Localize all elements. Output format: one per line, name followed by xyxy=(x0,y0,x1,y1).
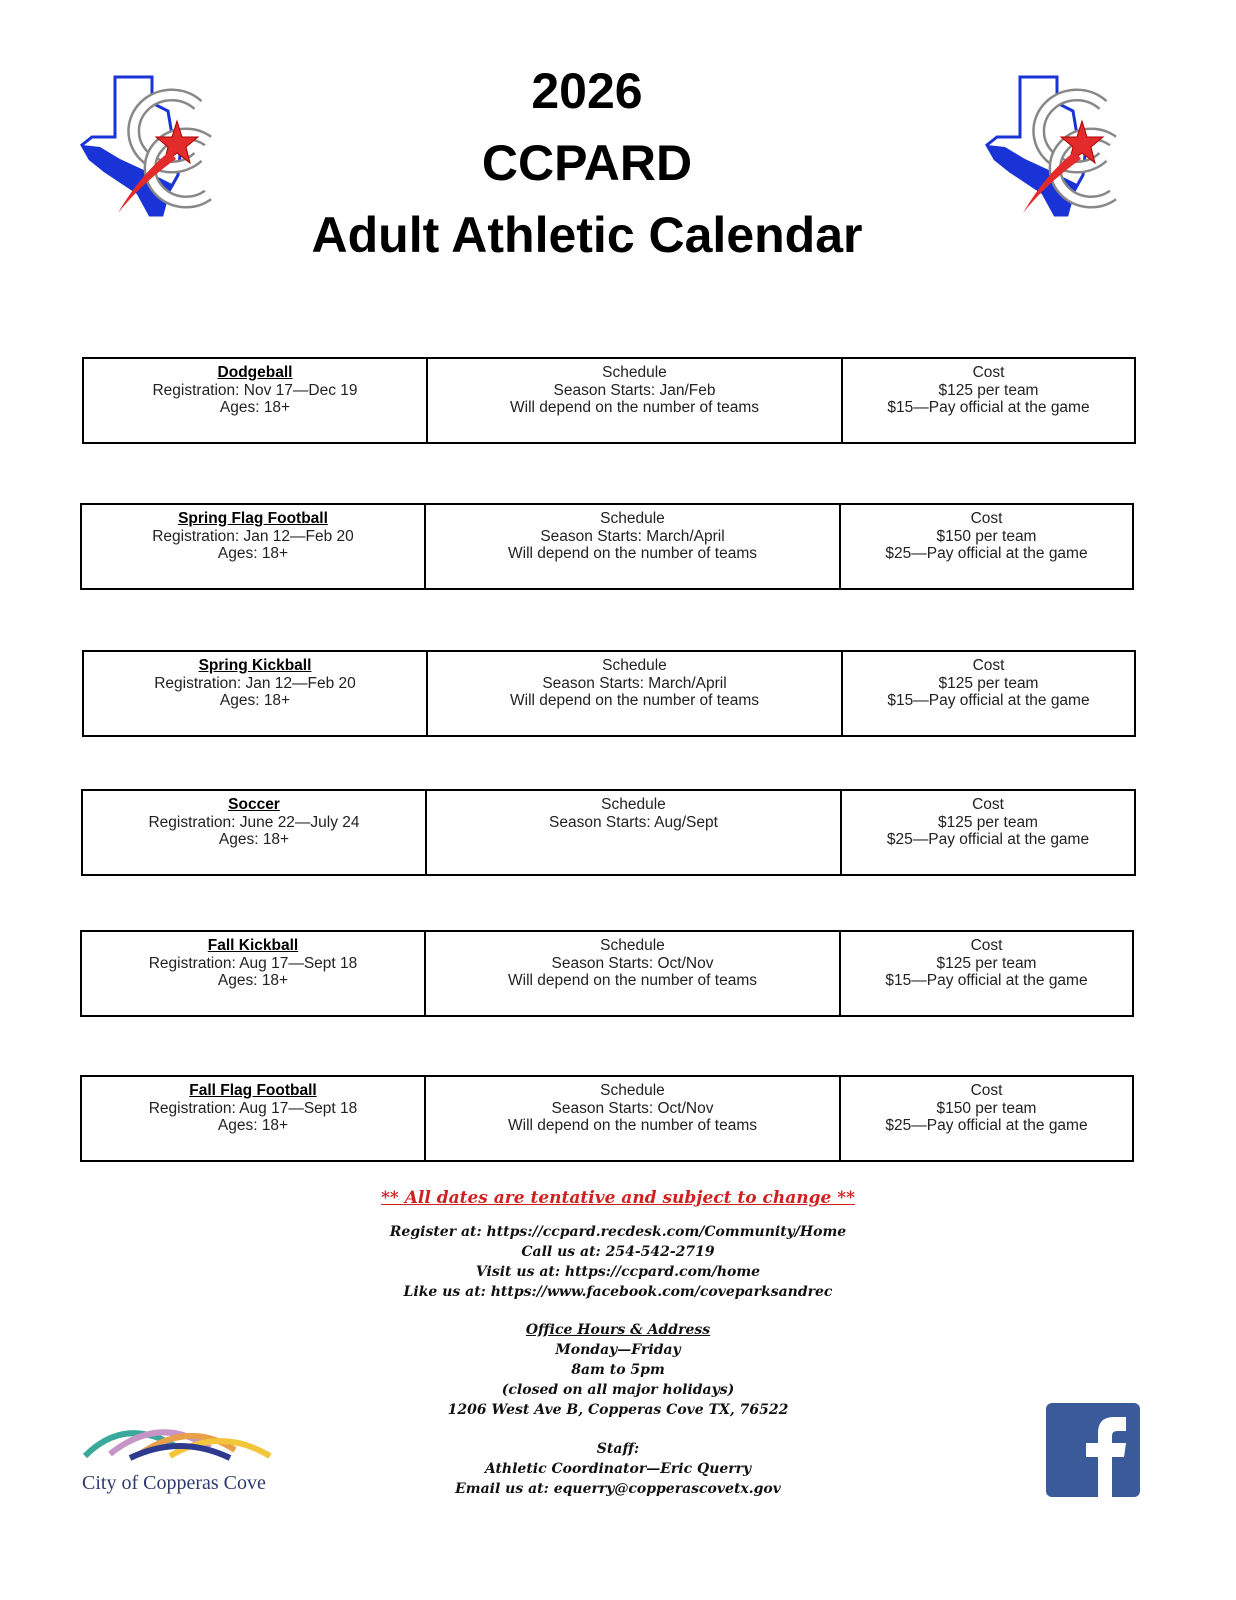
registration-dates: Registration: Aug 17—Sept 18 xyxy=(148,1099,358,1117)
ccpard-logo xyxy=(985,75,1125,225)
schedule-note: Will depend on the number of teams xyxy=(508,972,757,989)
schedule-cell xyxy=(426,652,841,735)
sport-name: Fall Flag Football xyxy=(189,1082,317,1099)
office-hours: 8am to 5pm xyxy=(571,1362,665,1378)
cost-cell xyxy=(839,1077,1132,1160)
sport-name: Fall Kickball xyxy=(207,937,299,954)
schedule-label: Schedule xyxy=(600,937,665,954)
staff-heading: Staff: xyxy=(596,1441,640,1457)
sport-name: Spring Flag Football xyxy=(178,510,328,527)
sport-row-fall-kickball xyxy=(80,930,1134,1017)
cost-label: Cost xyxy=(972,657,1005,674)
staff-email[interactable]: Email us at: equerry@copperascovetx.gov xyxy=(455,1481,781,1497)
registration-dates: Registration: Jan 12—Feb 20 xyxy=(152,527,354,545)
season-start: Season Starts: March/April xyxy=(542,674,727,692)
season-start: Season Starts: March/April xyxy=(540,527,725,545)
title-year: 2026 xyxy=(531,63,643,119)
season-start: Season Starts: Oct/Nov xyxy=(551,954,714,972)
sport-name: Dodgeball xyxy=(217,364,293,381)
schedule-label: Schedule xyxy=(602,364,667,381)
schedule-cell xyxy=(424,1077,839,1160)
sport-row-fall-flag-football xyxy=(80,1075,1134,1162)
schedule-note: Will depend on the number of teams xyxy=(508,545,757,562)
registration-dates: Registration: Aug 17—Sept 18 xyxy=(148,954,358,972)
age-requirement: Ages: 18+ xyxy=(217,1117,289,1134)
season-start: Season Starts: Aug/Sept xyxy=(549,813,718,831)
official-fee: $15—Pay official at the game xyxy=(887,692,1090,709)
office-address: 1206 West Ave B, Copperas Cove TX, 76522 xyxy=(447,1402,789,1418)
registration-dates: Registration: June 22—July 24 xyxy=(148,813,360,831)
cost-cell xyxy=(840,791,1134,874)
schedule-cell xyxy=(424,932,839,1015)
cost-cell xyxy=(839,505,1132,588)
registration-dates: Registration: Nov 17—Dec 19 xyxy=(152,381,358,399)
official-fee: $25—Pay official at the game xyxy=(885,545,1088,562)
team-cost: $125 per team xyxy=(938,674,1039,692)
schedule-label: Schedule xyxy=(600,1082,665,1099)
official-fee: $25—Pay official at the game xyxy=(886,831,1090,848)
sport-info-cell xyxy=(82,932,424,1015)
sport-info-cell xyxy=(84,652,426,735)
facebook-link[interactable]: Like us at: https://www.facebook.com/coveparksandrec xyxy=(403,1284,833,1300)
age-requirement: Ages: 18+ xyxy=(218,831,290,848)
phone-number[interactable]: Call us at: 254-542-2719 xyxy=(521,1244,715,1260)
schedule-note: Will depend on the number of teams xyxy=(508,1117,757,1134)
sport-info-cell xyxy=(82,1077,424,1160)
age-requirement: Ages: 18+ xyxy=(217,545,289,562)
cost-label: Cost xyxy=(970,937,1003,954)
registration-dates: Registration: Jan 12—Feb 20 xyxy=(154,674,356,692)
cost-label: Cost xyxy=(972,796,1004,813)
team-cost: $150 per team xyxy=(936,527,1037,545)
age-requirement: Ages: 18+ xyxy=(219,399,291,416)
sport-name: Soccer xyxy=(228,796,280,813)
season-start: Season Starts: Jan/Feb xyxy=(553,381,716,399)
office-days: Monday—Friday xyxy=(555,1342,681,1358)
disclaimer-text: ** All dates are tentative and subject to change ** xyxy=(381,1188,855,1208)
schedule-note: Will depend on the number of teams xyxy=(510,692,759,709)
office-hours-heading: Office Hours & Address xyxy=(525,1322,711,1338)
official-fee: $25—Pay official at the game xyxy=(885,1117,1088,1134)
sport-row-spring-flag-football xyxy=(80,503,1134,590)
schedule-cell xyxy=(426,359,841,442)
website-link[interactable]: Visit us at: https://ccpard.com/home xyxy=(475,1264,761,1280)
team-cost: $150 per team xyxy=(936,1099,1037,1117)
sport-name: Spring Kickball xyxy=(198,657,312,674)
staff-block xyxy=(330,1439,906,1499)
facebook-icon[interactable] xyxy=(1046,1403,1140,1497)
staff-coordinator: Athletic Coordinator—Eric Querry xyxy=(484,1461,752,1477)
cost-cell xyxy=(841,652,1134,735)
city-logo-text: City of Copperas Cove xyxy=(82,1472,266,1494)
holiday-note: (closed on all major holidays) xyxy=(501,1382,735,1398)
title-org: CCPARD xyxy=(481,135,693,191)
schedule-label: Schedule xyxy=(601,796,666,813)
schedule-note: Will depend on the number of teams xyxy=(510,399,759,416)
cost-label: Cost xyxy=(972,364,1005,381)
cost-cell xyxy=(841,359,1134,442)
team-cost: $125 per team xyxy=(938,813,1038,831)
official-fee: $15—Pay official at the game xyxy=(885,972,1088,989)
age-requirement: Ages: 18+ xyxy=(219,692,291,709)
official-fee: $15—Pay official at the game xyxy=(887,399,1090,416)
schedule-label: Schedule xyxy=(600,510,665,527)
team-cost: $125 per team xyxy=(938,381,1039,399)
sport-row-soccer xyxy=(81,789,1136,876)
age-requirement: Ages: 18+ xyxy=(217,972,289,989)
cost-label: Cost xyxy=(970,510,1003,527)
office-hours-block xyxy=(330,1320,906,1420)
register-link[interactable]: Register at: https://ccpard.recdesk.com/Community/Home xyxy=(389,1224,847,1240)
ccpard-logo xyxy=(80,75,220,225)
sport-row-dodgeball xyxy=(82,357,1136,444)
sport-row-spring-kickball xyxy=(82,650,1136,737)
season-start: Season Starts: Oct/Nov xyxy=(551,1099,714,1117)
schedule-label: Schedule xyxy=(602,657,667,674)
cost-label: Cost xyxy=(970,1082,1003,1099)
sport-info-cell xyxy=(83,791,425,874)
cost-cell xyxy=(839,932,1132,1015)
contact-block xyxy=(330,1222,906,1302)
schedule-cell xyxy=(425,791,840,874)
title-subtitle: Adult Athletic Calendar xyxy=(311,207,863,263)
facebook-f-glyph xyxy=(1046,1403,1140,1497)
team-cost: $125 per team xyxy=(936,954,1037,972)
schedule-cell xyxy=(424,505,839,588)
sport-info-cell xyxy=(84,359,426,442)
sport-info-cell xyxy=(82,505,424,588)
